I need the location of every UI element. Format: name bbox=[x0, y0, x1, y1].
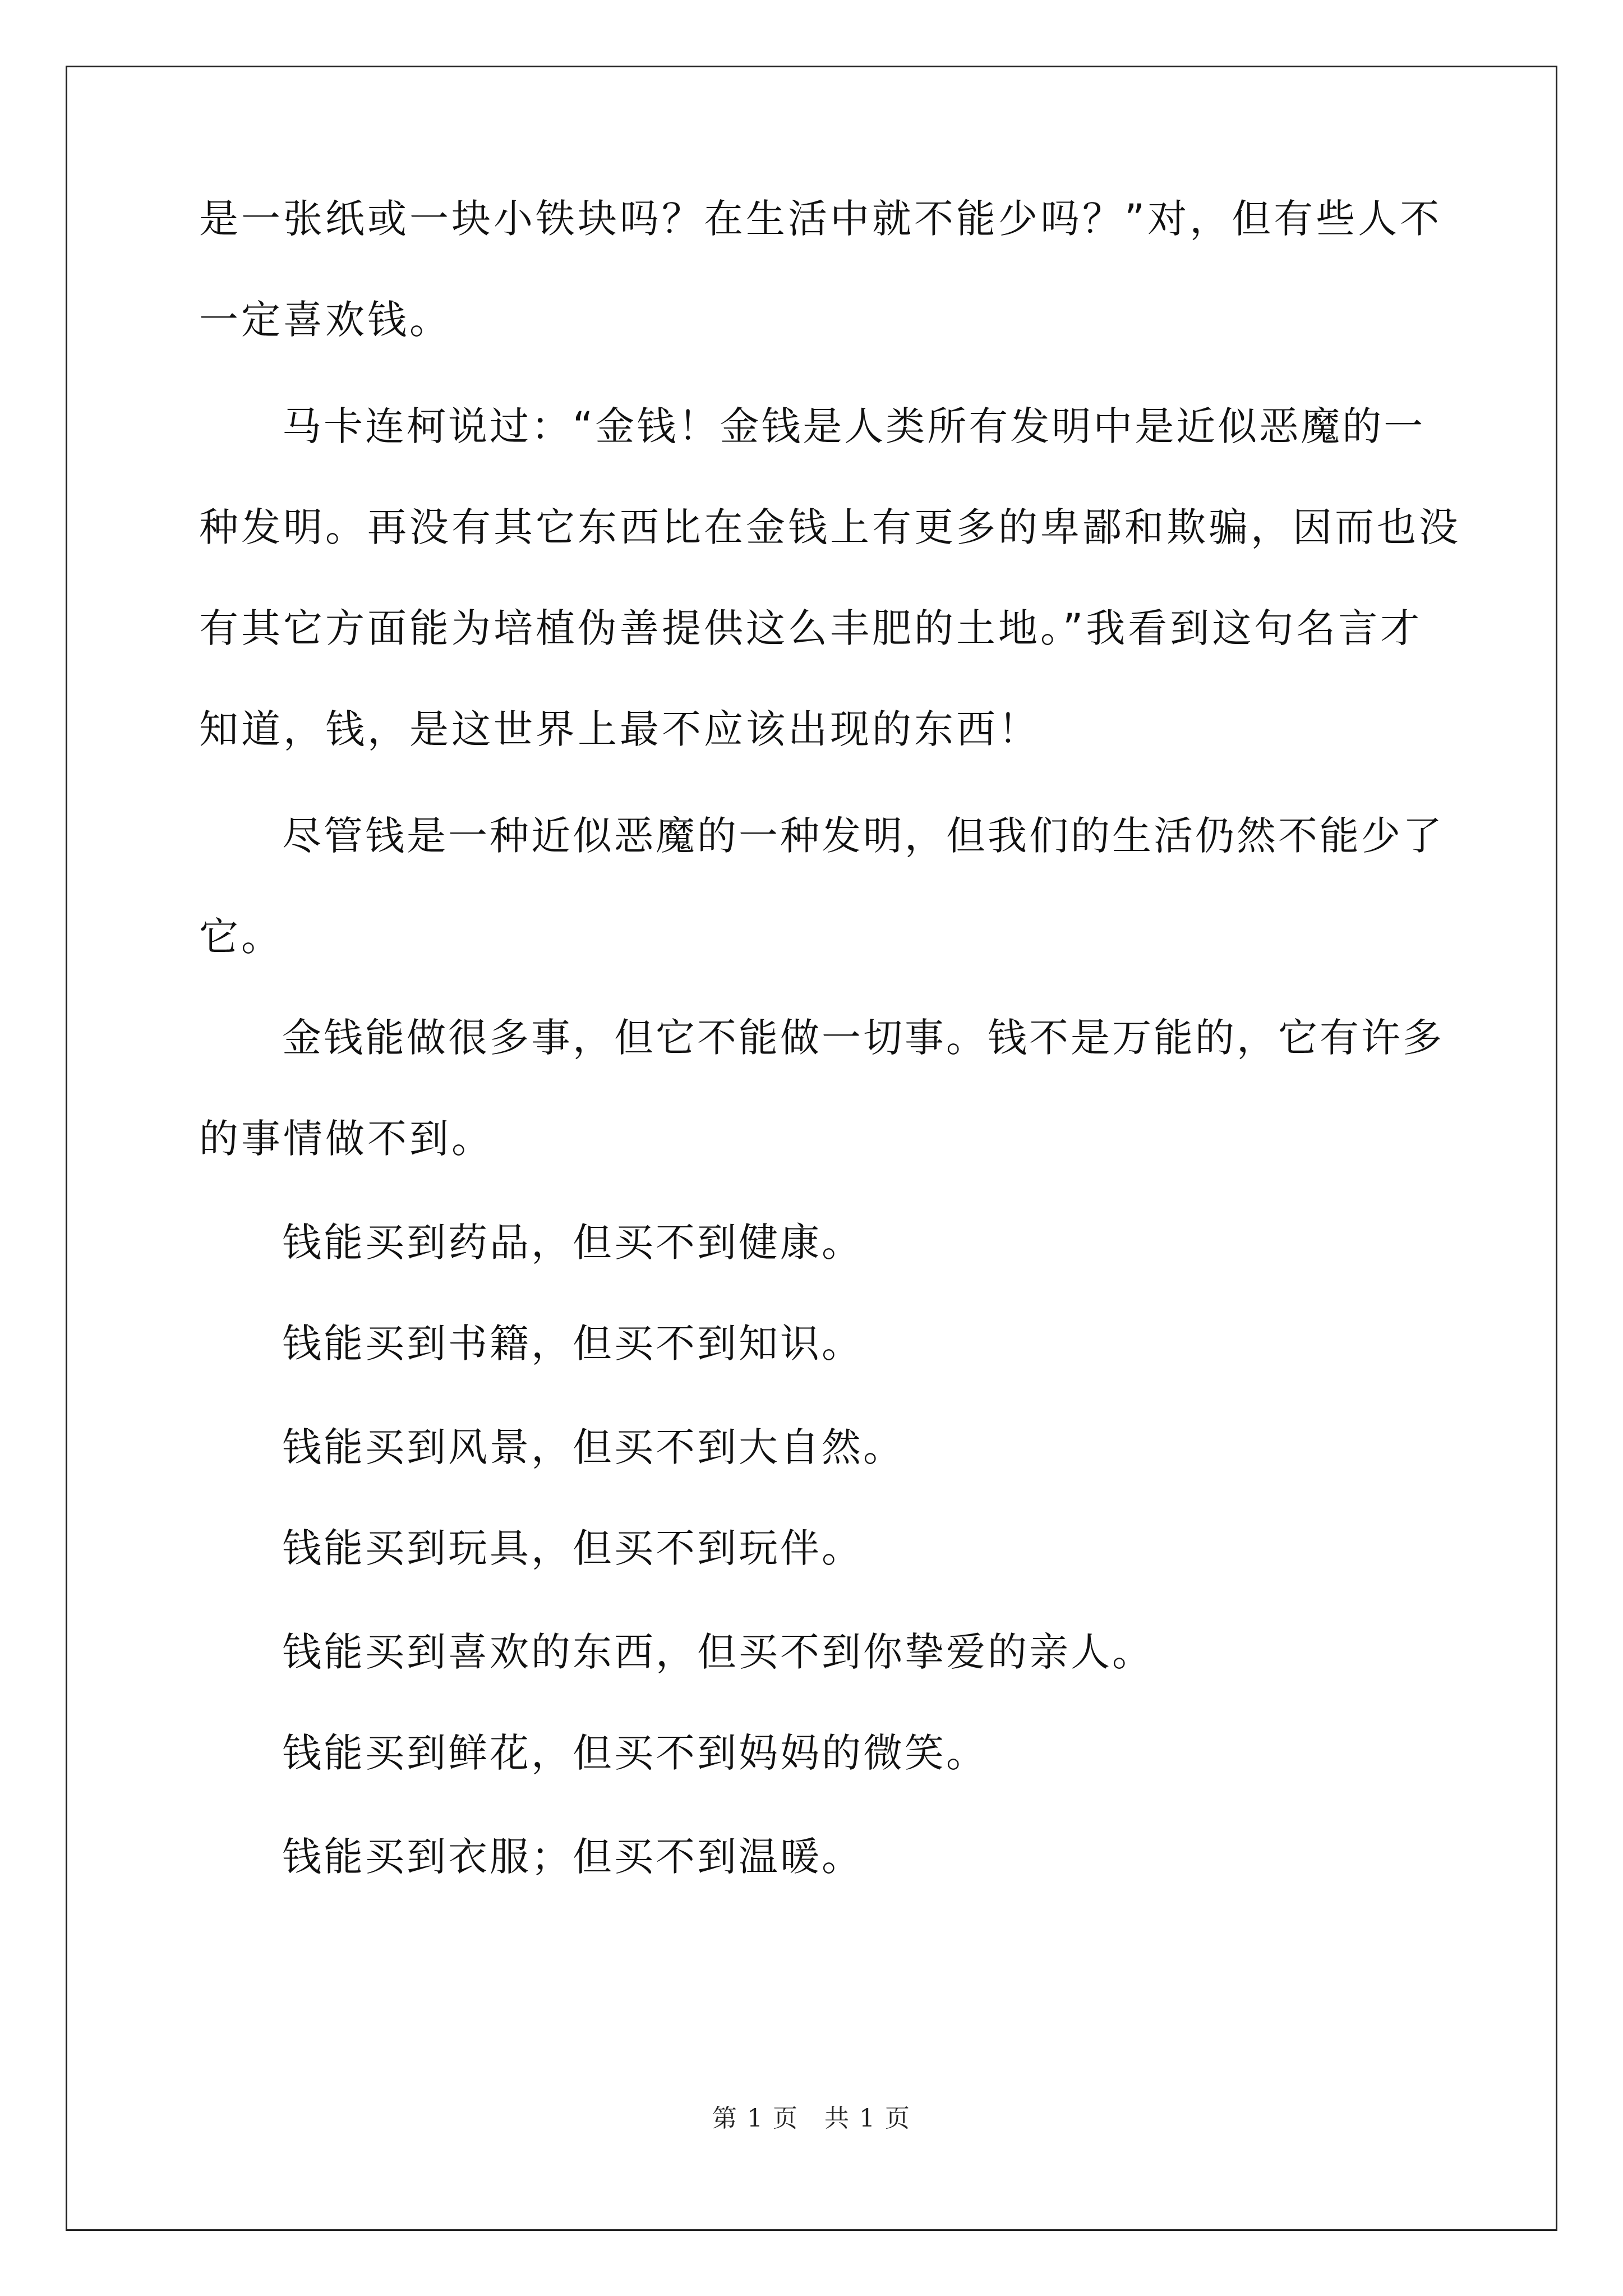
text-line: 有其它方面能为培植伪善提供这么丰肥的土地。”我看到这句名言才 bbox=[199, 605, 1423, 651]
page-footer: 第 1 页 共 1 页 bbox=[712, 2104, 911, 2133]
text-line: 种发明。再没有其它东西比在金钱上有更多的卑鄙和欺骗，因而也没 bbox=[199, 504, 1461, 550]
text-line: 钱能买到药品，但买不到健康。 bbox=[282, 1220, 863, 1266]
text-line: 知道，钱，是这世界上最不应该出现的东西！ bbox=[199, 706, 1040, 752]
text-line: 钱能买到鲜花，但买不到妈妈的微笑。 bbox=[282, 1730, 988, 1776]
text-line: 马卡连柯说过：“金钱！金钱是人类所有发明中是近似恶魔的一 bbox=[282, 403, 1426, 449]
text-line: 钱能买到玩具，但买不到玩伴。 bbox=[282, 1525, 863, 1571]
text-line: 钱能买到风景，但买不到大自然。 bbox=[282, 1424, 905, 1470]
text-line: 是一张纸或一块小铁块吗？在生活中就不能少吗？”对，但有些人不 bbox=[199, 196, 1442, 242]
text-line: 的事情做不到。 bbox=[199, 1116, 494, 1162]
text-line: 它。 bbox=[199, 914, 283, 960]
text-line: 钱能买到衣服；但买不到温暖。 bbox=[282, 1834, 863, 1880]
text-line: 尽管钱是一种近似恶魔的一种发明，但我们的生活仍然不能少了 bbox=[282, 813, 1444, 859]
text-line: 钱能买到喜欢的东西，但买不到你挚爱的亲人。 bbox=[282, 1629, 1154, 1675]
text-line: 一定喜欢钱。 bbox=[199, 297, 451, 343]
text-line: 金钱能做很多事，但它不能做一切事。钱不是万能的，它有许多 bbox=[282, 1015, 1444, 1061]
text-line: 钱能买到书籍，但买不到知识。 bbox=[282, 1320, 863, 1366]
